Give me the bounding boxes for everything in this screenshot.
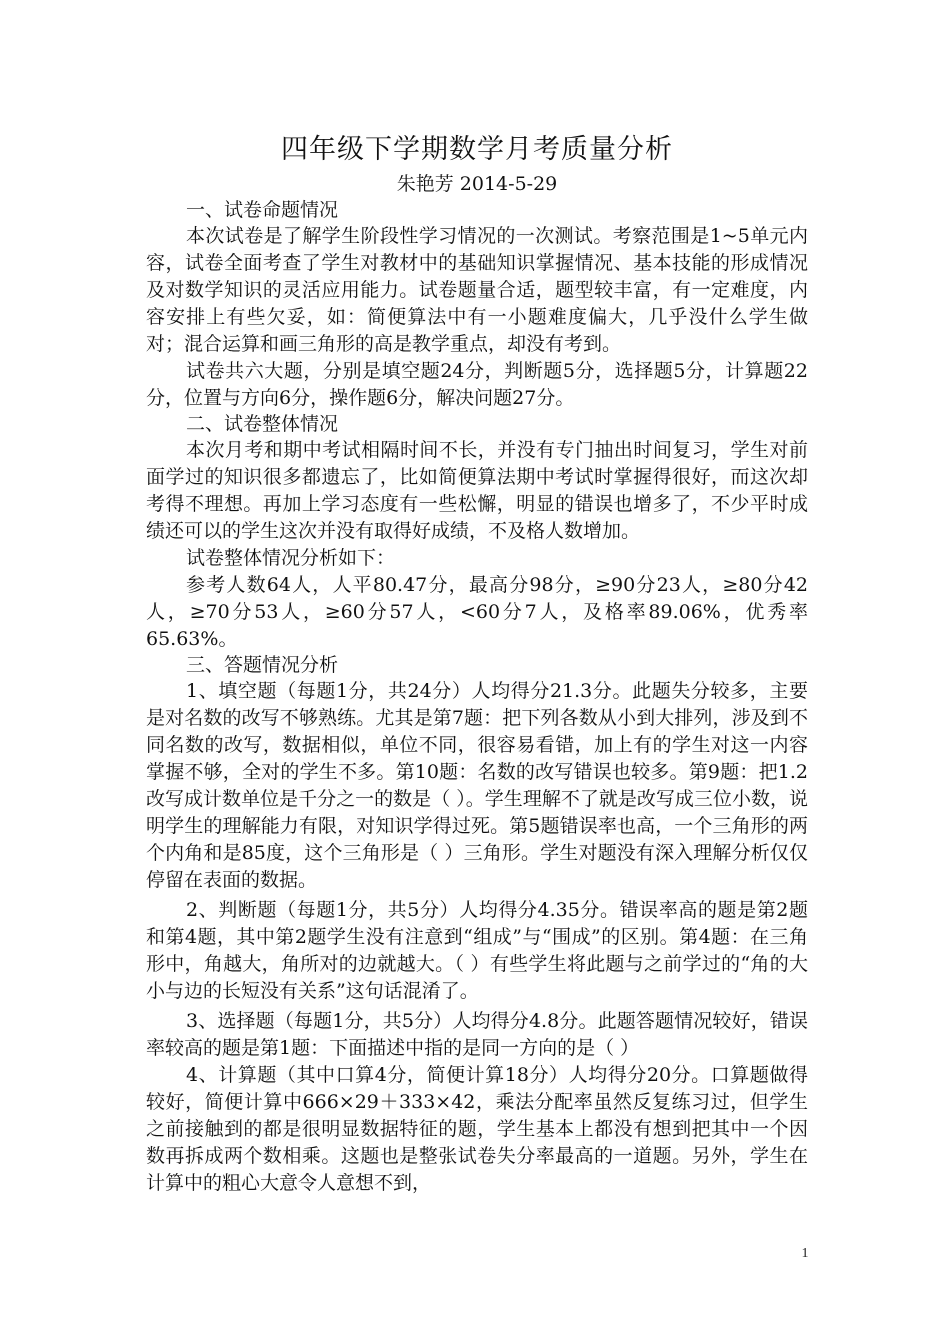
paragraph: 参考人数64人，人平80.47分，最高分98分，≥90分23人，≥80分42人，≥70分53人，≥60分57人，<60分7人，及格率89.06%，优秀率65.63%。 — [146, 574, 808, 650]
paragraph: 2、判断题（每题1分，共5分）人均得分4.35分。错误率高的题是第2题和第4题，其中第2题学生没有注意到“组成”与“围成”的区别。第4题：在三角形中，角越大，角所对的边就越大。（ ）有些学生将此题与之前学过的“角的大小与边的长短没有关系”这句话混淆了。 — [146, 899, 808, 1002]
author-date-line: 朱艳芳 2014-5-29 — [396, 173, 558, 195]
paragraph: 本次月考和期中考试相隔时间不长，并没有专门抽出时间复习，学生对前面学过的知识很多都遗忘了，比如简便算法期中考试时掌握得很好，而这次却考得不理想。再加上学习态度有一些松懈，明显的错误也增多了，不少平时成绩还可以的学生这次并没有取得好成绩，不及格人数增加。 — [146, 439, 808, 542]
page-number — [0, 1246, 950, 1262]
section-heading: 三、答题情况分析 — [186, 654, 339, 676]
paragraph: 本次试卷是了解学生阶段性学习情况的一次测试。考察范围是1~5单元内容，试卷全面考查了学生对教材中的基础知识掌握情况、基本技能的形成情况及对数学知识的灵活应用能力。试卷题量合适，题型较丰富，有一定难度，内容安排上有些欠妥，如：简便算法中有一小题难度偏大，几乎没什么学生做对；混合运算和画三角形的高是教学重点，却没有考到。 — [146, 225, 808, 355]
document-title: 四年级下学期数学月考质量分析 — [281, 134, 673, 165]
section-heading: 一、试卷命题情况 — [186, 199, 339, 221]
document-body — [146, 130, 808, 1197]
paragraph: 试卷共六大题，分别是填空题24分，判断题5分，选择题5分，计算题22分，位置与方向6分，操作题6分，解决问题27分。 — [146, 360, 808, 409]
section-heading: 二、试卷整体情况 — [186, 413, 339, 435]
paragraph: 试卷整体情况分析如下： — [186, 547, 396, 569]
page-number-text: 1 — [801, 1246, 809, 1261]
paragraph: 3、选择题（每题1分，共5分）人均得分4.8分。此题答题情况较好，错误率较高的题是第1题：下面描述中指的是同一方向的是（ ） — [146, 1010, 808, 1059]
paragraph: 4、计算题（其中口算4分，简便计算18分）人均得分20分。口算题做得较好，简便计算中666×29＋333×42，乘法分配率虽然反复练习过，但学生之前接触到的都是很明显数据特征的题，学生基本上都没有想到把其中一个因数再拆成两个数相乘。这题也是整张试卷失分率最高的一道题。另外，学生在计算中的粗心大意令人意想不到， — [146, 1064, 808, 1194]
paragraph: 1、填空题（每题1分，共24分）人均得分21.3分。此题失分较多，主要是对名数的改写不够熟练。尤其是第7题：把下列各数从小到大排列，涉及到不同名数的改写，数据相似，单位不同，很容易看错，加上有的学生对这一内容掌握不够，全对的学生不多。第10题：名数的改写错误也较多。第9题：把1.2改写成计数单位是千分之一的数是（ ）。学生理解不了就是改写成三位小数，说明学生的理解能力有限，对知识学得过死。第5题错误率也高，一个三角形的两个内角和是85度，这个三角形是（ ）三角形。学生对题没有深入理解分析仅仅停留在表面的数据。 — [146, 680, 808, 891]
